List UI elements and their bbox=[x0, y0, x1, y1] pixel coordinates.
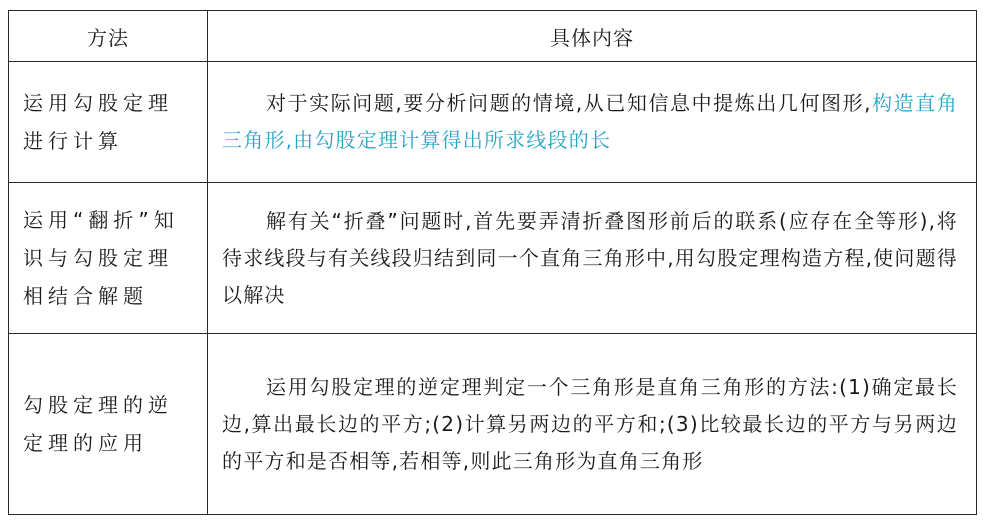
table-header-row bbox=[9, 11, 977, 62]
method-text: 勾股定理的逆定理的应用 bbox=[23, 393, 173, 455]
method-cell bbox=[9, 183, 208, 334]
header-content: 具体内容 bbox=[208, 11, 977, 62]
table-row bbox=[9, 62, 977, 183]
method-text: 运用“翻折”知识与勾股定理相结合解题 bbox=[23, 208, 179, 308]
content-text: 解有关“折叠”问题时,首先要弄清折叠图形前后的联系(应存在全等形),将待求线段与有关线段归结到同一个直角三角形中,用勾股定理构造方程,使问题得以解决 bbox=[222, 208, 958, 307]
methods-table bbox=[8, 10, 977, 515]
content-cell bbox=[208, 183, 977, 334]
header-method: 方法 bbox=[9, 11, 208, 62]
content-text: 运用勾股定理的逆定理判定一个三角形是直角三角形的方法:(1)确定最长边,算出最长边的平方;(2)计算另两边的平方和;(3)比较最长边的平方与另两边的平方和是否相等,若相等,则此三角形为直角三角形 bbox=[222, 374, 958, 473]
method-text: 运用勾股定理进行计算 bbox=[23, 91, 173, 153]
content-highlight-text: 构造直角三角形,由勾股定理计算得出所求线段的长 bbox=[222, 91, 958, 152]
table-row bbox=[9, 183, 977, 334]
content-cell bbox=[208, 334, 977, 515]
content-text: 对于实际问题,要分析问题的情境,从已知信息中提炼出几何图形, bbox=[266, 91, 872, 115]
method-cell bbox=[9, 334, 208, 515]
method-cell bbox=[9, 62, 208, 183]
document-page bbox=[8, 10, 976, 516]
content-cell bbox=[208, 62, 977, 183]
table-row bbox=[9, 334, 977, 515]
